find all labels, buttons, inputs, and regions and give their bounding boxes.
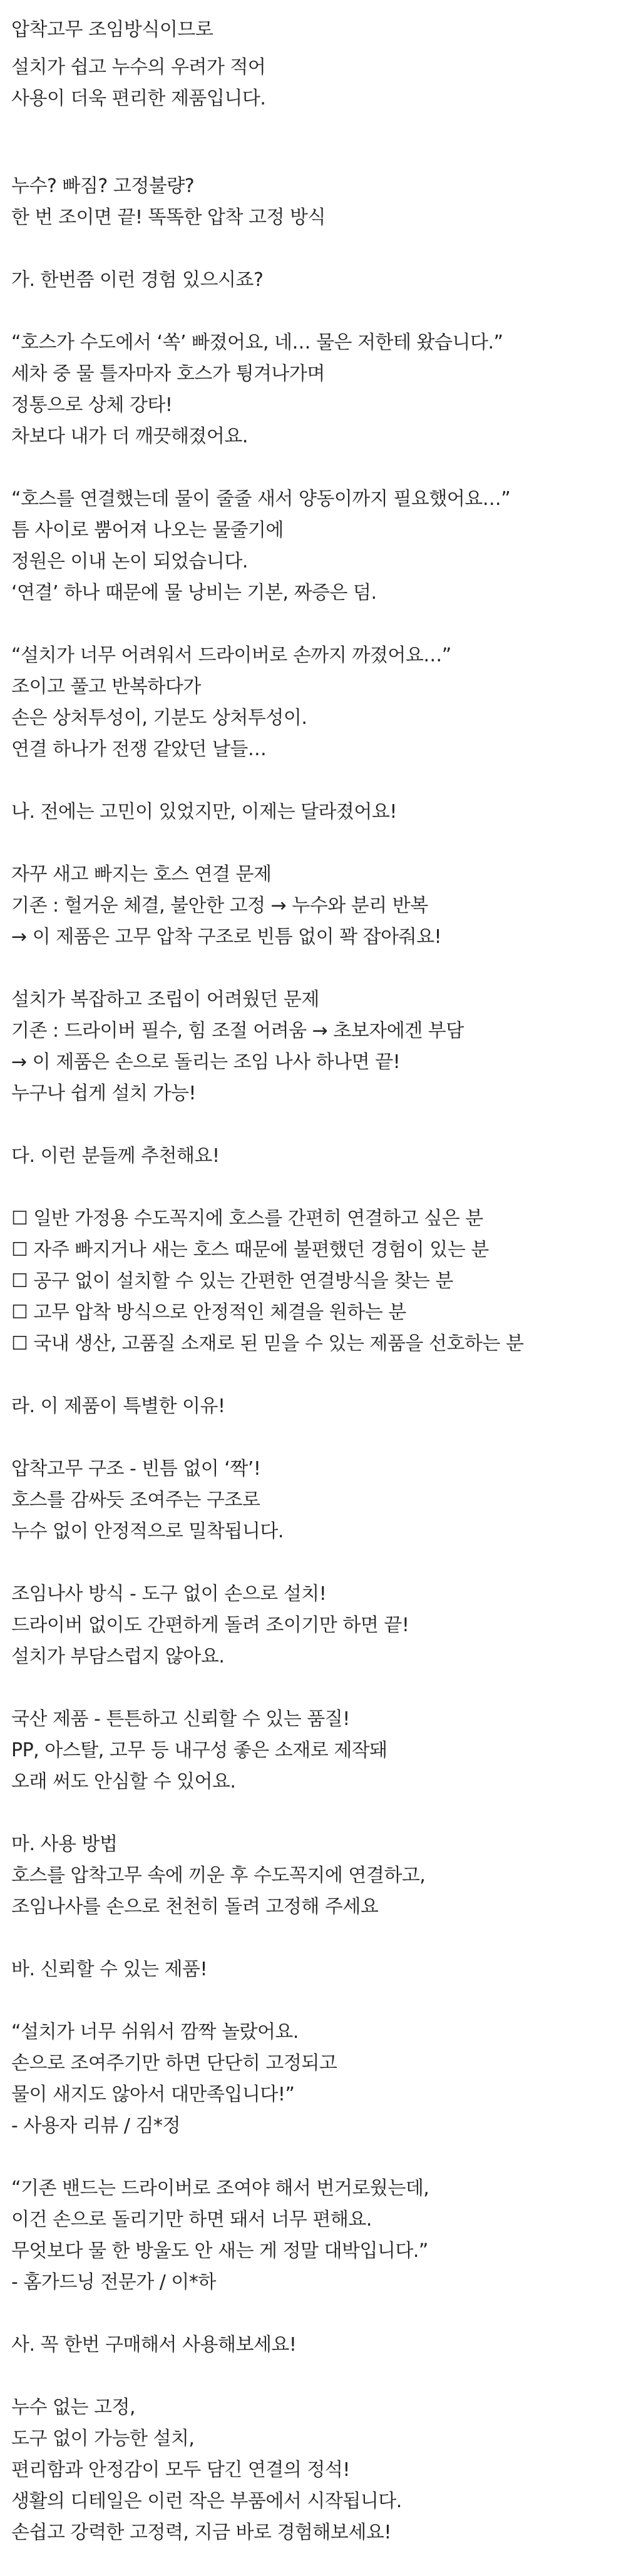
section-ra-heading: 라. 이 제품이 특별한 이유! (11, 1395, 225, 1417)
problem2-line-3: → 이 제품은 손으로 돌리는 조임 나사 하나면 끝! (11, 1051, 401, 1073)
headline-line-2: 한 번 조이면 끝! 똑똑한 압착 고정 방식 (11, 206, 326, 228)
section-ma-heading: 마. 사용 방법 (11, 1833, 118, 1855)
feature3-line-1: 국산 제품 - 튼튼하고 신뢰할 수 있는 품질! (11, 1708, 350, 1730)
checklist-item: ☐ 고무 압착 방식으로 안정적인 체결을 원하는 분 (11, 1301, 406, 1323)
story3-line-4: 연결 하나가 전쟁 같았던 날들… (11, 738, 267, 760)
story2-line-1: “호스를 연결했는데 물이 줄줄 새서 양동이까지 필요했어요…” (11, 488, 511, 510)
section-da-heading: 다. 이런 분들께 추천해요! (11, 1145, 220, 1167)
feature2-line-2: 드라이버 없이도 간편하게 돌려 조이기만 하면 끝! (11, 1614, 409, 1636)
closing-line-5: 손쉽고 강력한 고정력, 지금 바로 경험해보세요! (11, 2522, 391, 2543)
closing-line-4: 생활의 디테일은 이런 작은 부품에서 시작됩니다. (11, 2490, 402, 2512)
feature3-line-3: 오래 써도 안심할 수 있어요. (11, 1771, 236, 1793)
problem1-line-2: 기존 : 헐거운 체결, 불안한 고정 → 누수와 분리 반복 (11, 895, 428, 917)
checklist-item: ☐ 공구 없이 설치할 수 있는 간편한 연결방식을 찾는 분 (11, 1270, 453, 1292)
story2-line-3: 정원은 이내 논이 되었습니다. (11, 551, 248, 573)
usage-step-1: 호스를 압착고무 속에 끼운 후 수도꼭지에 연결하고, (11, 1865, 426, 1886)
story2-line-2: 틈 사이로 뿜어져 나오는 물줄기에 (11, 519, 284, 541)
section-sa-heading: 사. 꼭 한번 구매해서 사용해보세요! (11, 2334, 297, 2356)
headline-line-1: 누수? 빠짐? 고정불량? (11, 175, 195, 197)
closing-line-1: 누수 없는 고정, (11, 2396, 135, 2418)
problem2-line-4: 누구나 쉽게 설치 가능! (11, 1082, 196, 1104)
problem2-line-2: 기존 : 드라이버 필수, 힘 조절 어려움 → 초보자에겐 부담 (11, 1020, 464, 1042)
intro-line-2: 설치가 쉽고 누수의 우려가 적어 (11, 56, 266, 78)
review1-line-1: “설치가 너무 쉬워서 깜짝 놀랐어요. (11, 2021, 299, 2043)
story3-line-3: 손은 상처투성이, 기분도 상처투성이. (11, 707, 307, 729)
section-na-heading: 나. 전에는 고민이 있었지만, 이제는 달라졌어요! (11, 801, 397, 823)
checklist-item: ☐ 자주 빠지거나 새는 호스 때문에 불편했던 경험이 있는 분 (11, 1239, 489, 1261)
feature3-line-2: PP, 아스탈, 고무 등 내구성 좋은 소재로 제작돼 (11, 1739, 387, 1761)
usage-step-2: 조임나사를 손으로 천천히 돌려 고정해 주세요 (11, 1896, 379, 1918)
section-ga-heading: 가. 한번쯤 이런 경험 있으시죠? (11, 269, 264, 291)
review1-author: - 사용자 리뷰 / 김*정 (11, 2115, 180, 2137)
checklist-item: ☐ 일반 가정용 수도꼭지에 호스를 간편히 연결하고 싶은 분 (11, 1208, 483, 1229)
closing-line-3: 편리함과 안정감이 모두 담긴 연결의 정석! (11, 2459, 350, 2481)
review2-author: - 홈가드닝 전문가 / 이*하 (11, 2271, 216, 2293)
feature2-line-1: 조임나사 방식 - 도구 없이 손으로 설치! (11, 1583, 327, 1605)
story2-line-4: ‘연결’ 하나 때문에 물 낭비는 기본, 짜증은 덤. (11, 582, 377, 604)
checklist-item: ☐ 국내 생산, 고품질 소재로 된 믿을 수 있는 제품을 선호하는 분 (11, 1333, 524, 1355)
feature2-line-3: 설치가 부담스럽지 않아요. (11, 1646, 225, 1667)
review2-line-3: 무엇보다 물 한 방울도 안 새는 게 정말 대박입니다.” (11, 2240, 428, 2262)
closing-line-2: 도구 없이 가능한 설치, (11, 2428, 195, 2450)
feature1-line-2: 호스를 감싸듯 조여주는 구조로 (11, 1489, 260, 1511)
story3-line-2: 조이고 풀고 반복하다가 (11, 676, 201, 698)
review2-line-1: “기존 밴드는 드라이버로 조여야 해서 번거로웠는데, (11, 2177, 429, 2199)
review1-line-3: 물이 새지도 않아서 대만족입니다!” (11, 2084, 295, 2105)
problem1-line-1: 자꾸 새고 빠지는 호스 연결 문제 (11, 863, 272, 885)
intro-line-1: 압착고무 조임방식이므로 (11, 19, 213, 41)
problem2-line-1: 설치가 복잡하고 조립이 어려웠던 문제 (11, 989, 319, 1011)
review1-line-2: 손으로 조여주기만 하면 단단히 고정되고 (11, 2052, 337, 2074)
problem1-line-3: → 이 제품은 고무 압착 구조로 빈틈 없이 꽉 잡아줘요! (11, 926, 442, 948)
intro-line-3: 사용이 더욱 편리한 제품입니다. (11, 88, 266, 109)
feature1-line-3: 누수 없이 안정적으로 밀착됩니다. (11, 1520, 284, 1542)
story1-line-4: 차보다 내가 더 깨끗해졌어요. (11, 425, 248, 447)
section-ba-heading: 바. 신뢰할 수 있는 제품! (11, 1958, 208, 1980)
story1-line-3: 정통으로 상체 강타! (11, 394, 173, 416)
story1-line-2: 세차 중 물 틀자마자 호스가 튕겨나가며 (11, 363, 325, 385)
story3-line-1: “설치가 너무 어려워서 드라이버로 손까지 까졌어요…” (11, 644, 451, 666)
story1-line-1: “호스가 수도에서 ‘쏙’ 빠졌어요, 네… 물은 저한테 왔습니다.” (11, 332, 503, 354)
review2-line-2: 이건 손으로 돌리기만 하면 돼서 너무 편해요. (11, 2209, 372, 2231)
feature1-line-1: 압착고무 구조 - 빈틈 없이 ‘짝’! (11, 1458, 261, 1480)
